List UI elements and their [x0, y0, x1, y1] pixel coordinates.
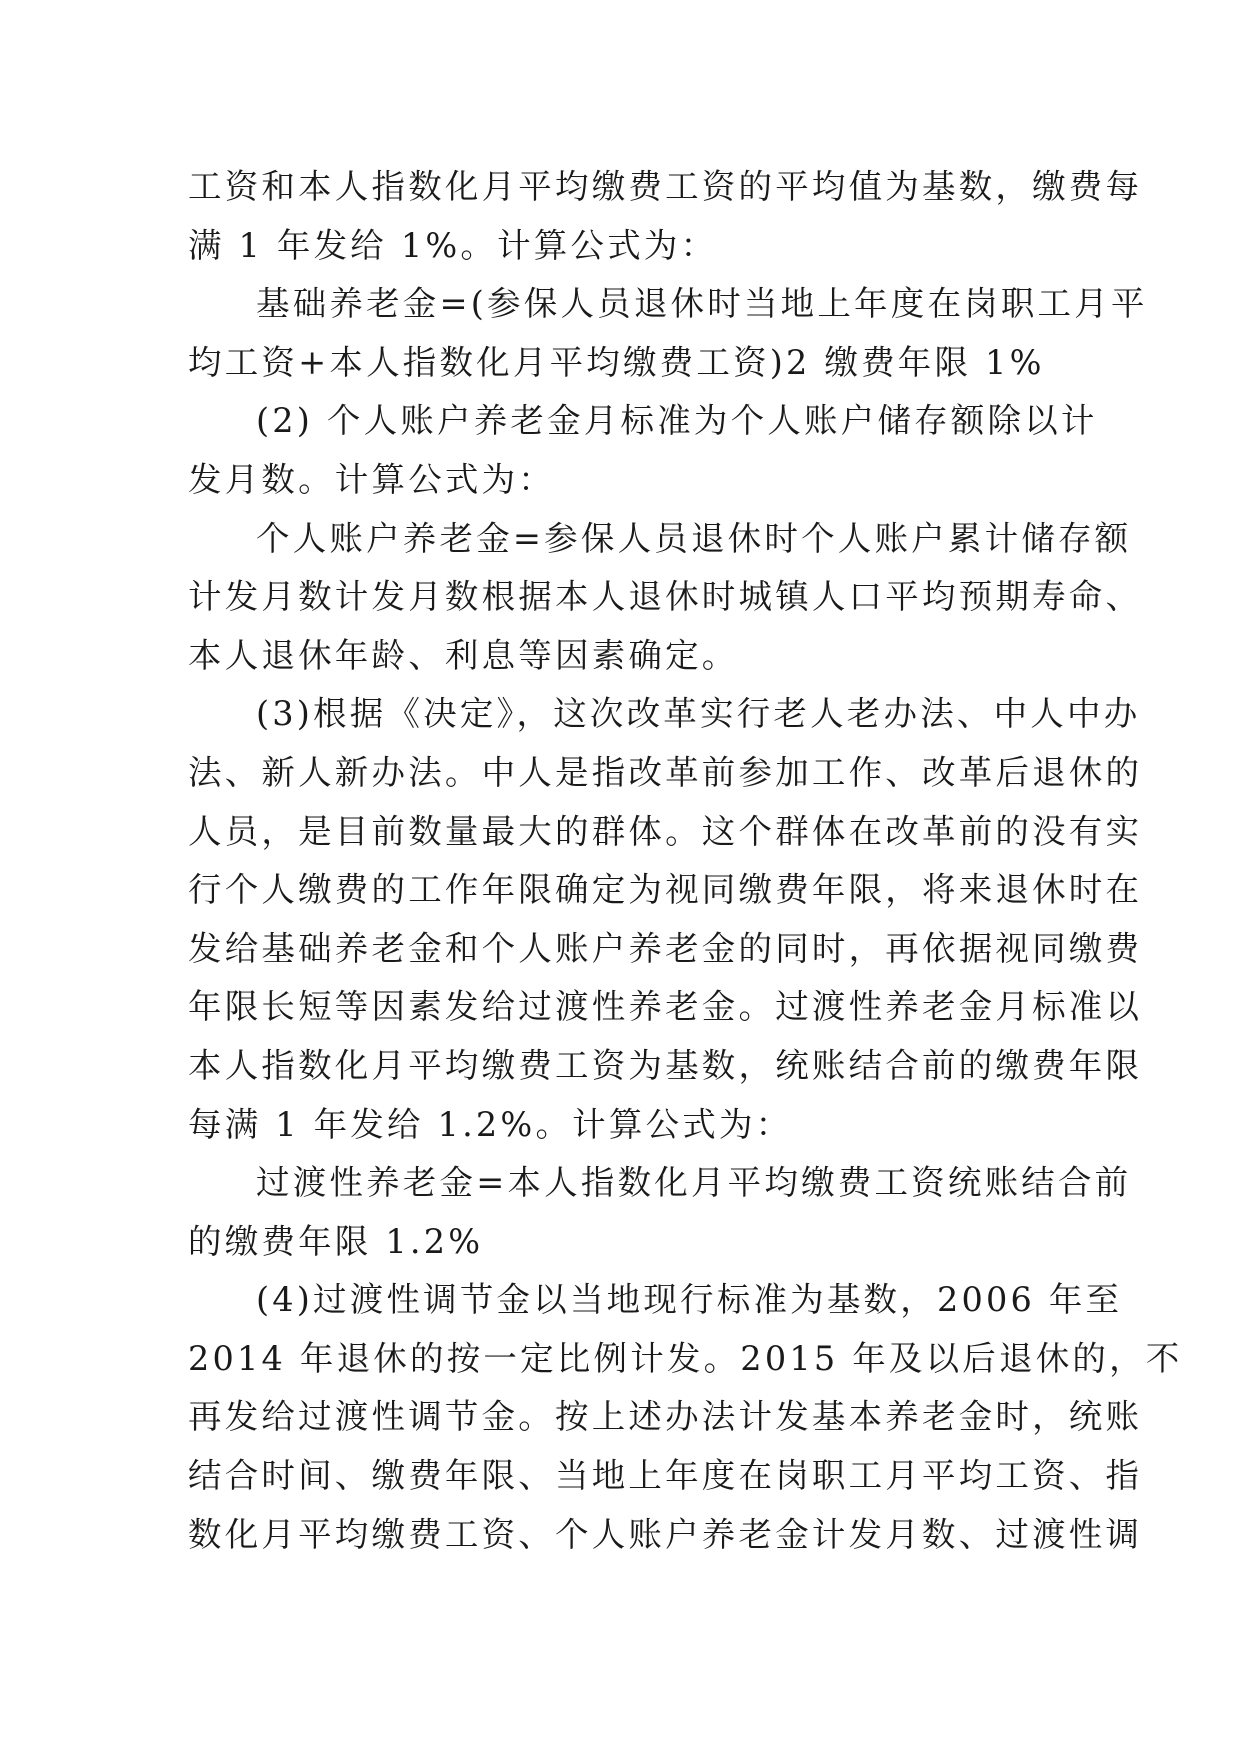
text-line: 过渡性养老金=本人指数化月平均缴费工资统账结合前	[256, 1163, 1132, 1203]
text-line: 发月数。计算公式为：	[188, 459, 555, 499]
text-line: (2) 个人账户养老金月标准为个人账户储存额除以计	[256, 401, 1098, 441]
text-line: 行个人缴费的工作年限确定为视同缴费年限，将来退休时在	[188, 870, 1143, 910]
text-line: 法、新人新办法。中人是指改革前参加工作、改革后退休的	[188, 752, 1143, 792]
text-line: 2014 年退休的按一定比例计发。2015 年及以后退休的，不	[188, 1338, 1183, 1378]
document-body	[188, 158, 1183, 1564]
text-line: 每满 1 年发给 1.2%。计算公式为：	[188, 1104, 793, 1144]
text-line: 数化月平均缴费工资、个人账户养老金计发月数、过渡性调	[188, 1514, 1143, 1554]
text-line: 本人指数化月平均缴费工资为基数，统账结合前的缴费年限	[188, 1045, 1143, 1085]
text-line: 年限长短等因素发给过渡性养老金。过渡性养老金月标准以	[188, 987, 1143, 1027]
text-line: 均工资+本人指数化月平均缴费工资)2 缴费年限 1%	[188, 342, 1045, 382]
text-line: 再发给过渡性调节金。按上述办法计发基本养老金时，统账	[188, 1397, 1143, 1437]
text-line: 发给基础养老金和个人账户养老金的同时，再依据视同缴费	[188, 928, 1143, 968]
text-line: 本人退休年龄、利息等因素确定。	[188, 635, 739, 675]
text-line: 人员，是目前数量最大的群体。这个群体在改革前的没有实	[188, 811, 1143, 851]
text-line: (3)根据《决定》，这次改革实行老人老办法、中人中办	[256, 694, 1141, 734]
text-line: 满 1 年发给 1%。计算公式为：	[188, 225, 718, 265]
text-line: 计发月数计发月数根据本人退休时城镇人口平均预期寿命、	[188, 577, 1143, 617]
text-line: 基础养老金=(参保人员退休时当地上年度在岗职工月平	[256, 284, 1148, 324]
text-line: (4)过渡性调节金以当地现行标准为基数，2006 年至	[256, 1280, 1123, 1320]
text-line: 工资和本人指数化月平均缴费工资的平均值为基数，缴费每	[188, 167, 1143, 206]
text-line: 个人账户养老金=参保人员退休时个人账户累计储存额	[256, 518, 1132, 558]
text-line: 结合时间、缴费年限、当地上年度在岗职工月平均工资、指	[188, 1456, 1143, 1496]
text-line: 的缴费年限 1.2%	[188, 1221, 484, 1261]
